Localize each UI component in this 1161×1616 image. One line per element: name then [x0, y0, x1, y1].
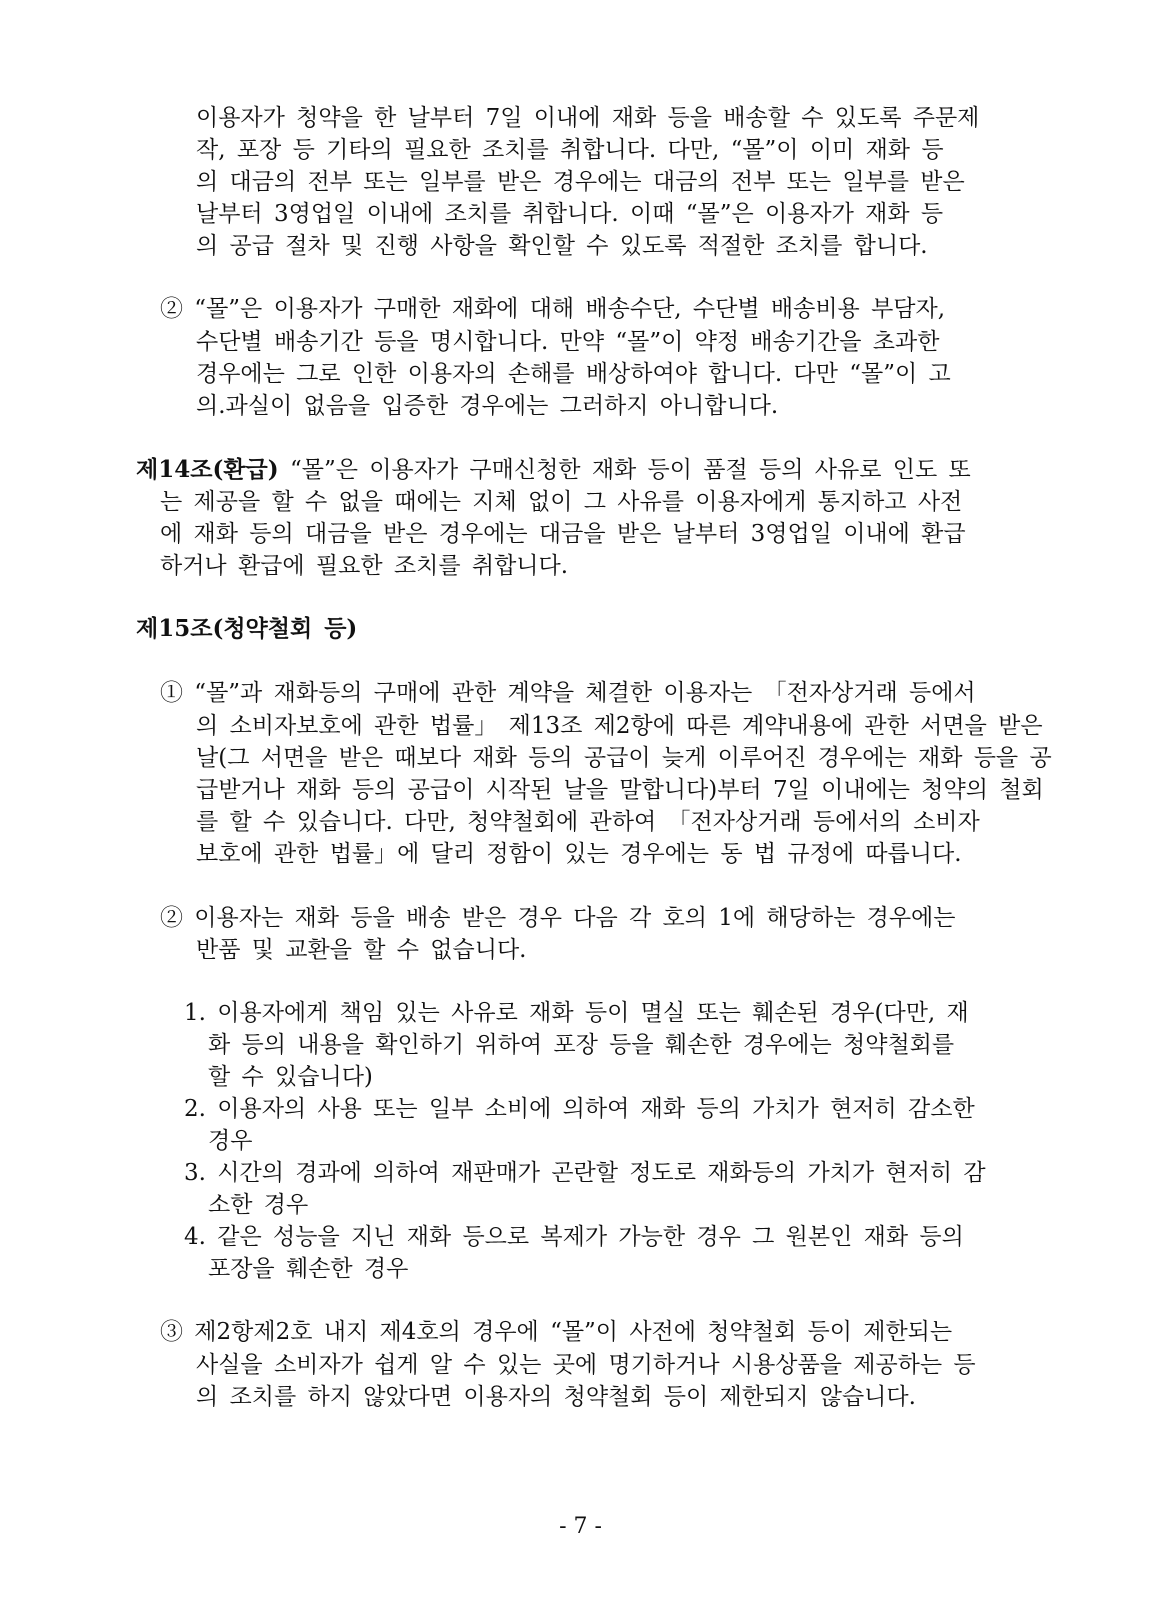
- paragraph-line: 의 조치를 하지 않았다면 이용자의 청약철회 등이 제한되지 않습니다.: [196, 1384, 916, 1410]
- paragraph-line: 하거나 환급에 필요한 조치를 취합니다.: [160, 553, 569, 579]
- paragraph-line: 사실을 소비자가 쉽게 알 수 있는 곳에 명기하거나 시용상품을 제공하는 등: [196, 1352, 976, 1378]
- paragraph-line: ② 이용자는 재화 등을 배송 받은 경우 다음 각 호의 1에 해당하는 경우에는: [160, 905, 956, 931]
- list-item-line: 2. 이용자의 사용 또는 일부 소비에 의하여 재화 등의 가치가 현저히 감소한: [184, 1096, 975, 1122]
- paragraph-line: 보호에 관한 법률」에 달리 정함이 있는 경우에는 동 법 규정에 따릅니다.: [196, 841, 962, 867]
- paragraph-line: 급받거나 재화 등의 공급이 시작된 날을 말합니다)부터 7일 이내에는 청약의 철회: [196, 777, 1044, 803]
- paragraph-line: ② “몰”은 이용자가 구매한 재화에 대해 배송수단, 수단별 배송비용 부담자,: [160, 296, 946, 322]
- paragraph-line: 날부터 3영업일 이내에 조치를 취합니다. 이때 “몰”은 이용자가 재화 등: [196, 201, 944, 227]
- list-item-line: 4. 같은 성능을 지닌 재화 등으로 복제가 가능한 경우 그 원본인 재화 등의: [184, 1224, 964, 1250]
- paragraph-line: ① “몰”과 재화등의 구매에 관한 계약을 체결한 이용자는 「전자상거래 등에서: [160, 680, 976, 706]
- list-item-line: 1. 이용자에게 책임 있는 사유로 재화 등이 멸실 또는 훼손된 경우(다만, 재: [184, 1000, 969, 1026]
- paragraph-line: 날(그 서면을 받은 때보다 재화 등의 공급이 늦게 이루어진 경우에는 재화 등을 공: [196, 745, 1052, 771]
- paragraph-line: 는 제공을 할 수 없을 때에는 지체 없이 그 사유를 이용자에게 통지하고 사전: [160, 489, 963, 515]
- paragraph-line: 의 공급 절차 및 진행 사항을 확인할 수 있도록 적절한 조치를 합니다.: [196, 233, 928, 259]
- paragraph-line: 경우에는 그로 인한 이용자의 손해를 배상하여야 합니다. 다만 “몰”이 고: [196, 361, 951, 387]
- paragraph-line: 의 소비자보호에 관한 법률」 제13조 제2항에 따른 계약내용에 관한 서면을 받은: [196, 713, 1043, 739]
- paragraph-line: 의 대금의 전부 또는 일부를 받은 경우에는 대금의 전부 또는 일부를 받은: [196, 169, 965, 195]
- list-item-line: 3. 시간의 경과에 의하여 재판매가 곤란할 정도로 재화등의 가치가 현저히 감: [184, 1160, 986, 1186]
- paragraph-line: 이용자가 청약을 한 날부터 7일 이내에 재화 등을 배송할 수 있도록 주문제: [196, 105, 980, 131]
- list-item-line: 경우: [208, 1128, 253, 1154]
- article-text: “몰”은 이용자가 구매신청한 재화 등이 품절 등의 사유로 인도 또: [278, 457, 971, 483]
- article-heading: 제14조(환급): [136, 456, 279, 483]
- paragraph-line: 반품 및 교환을 할 수 없습니다.: [196, 937, 527, 963]
- list-item-line: 할 수 있습니다): [208, 1064, 373, 1090]
- paragraph-line: 수단별 배송기간 등을 명시합니다. 만약 “몰”이 약정 배송기간을 초과한: [196, 329, 940, 355]
- paragraph-line: 를 할 수 있습니다. 다만, 청약철회에 관하여 「전자상거래 등에서의 소비자: [196, 809, 980, 835]
- paragraph-line: 의.과실이 없음을 입증한 경우에는 그러하지 아니합니다.: [196, 393, 779, 419]
- list-item-line: 포장을 훼손한 경우: [208, 1256, 409, 1282]
- list-item-line: 화 등의 내용을 확인하기 위하여 포장 등을 훼손한 경우에는 청약철회를: [208, 1032, 955, 1058]
- list-item-line: 소한 경우: [208, 1192, 309, 1218]
- paragraph-line: ③ 제2항제2호 내지 제4호의 경우에 “몰”이 사전에 청약철회 등이 제한되는: [160, 1319, 953, 1345]
- article-heading: 제15조(청약철회 등): [136, 615, 358, 642]
- article-14-first-line: [136, 455, 971, 485]
- paragraph-line: 작, 포장 등 기타의 필요한 조치를 취합니다. 다만, “몰”이 이미 재화 등: [196, 137, 944, 163]
- paragraph-line: 에 재화 등의 대금을 받은 경우에는 대금을 받은 날부터 3영업일 이내에 환급: [160, 521, 966, 547]
- page-number: - 7 -: [559, 1514, 602, 1539]
